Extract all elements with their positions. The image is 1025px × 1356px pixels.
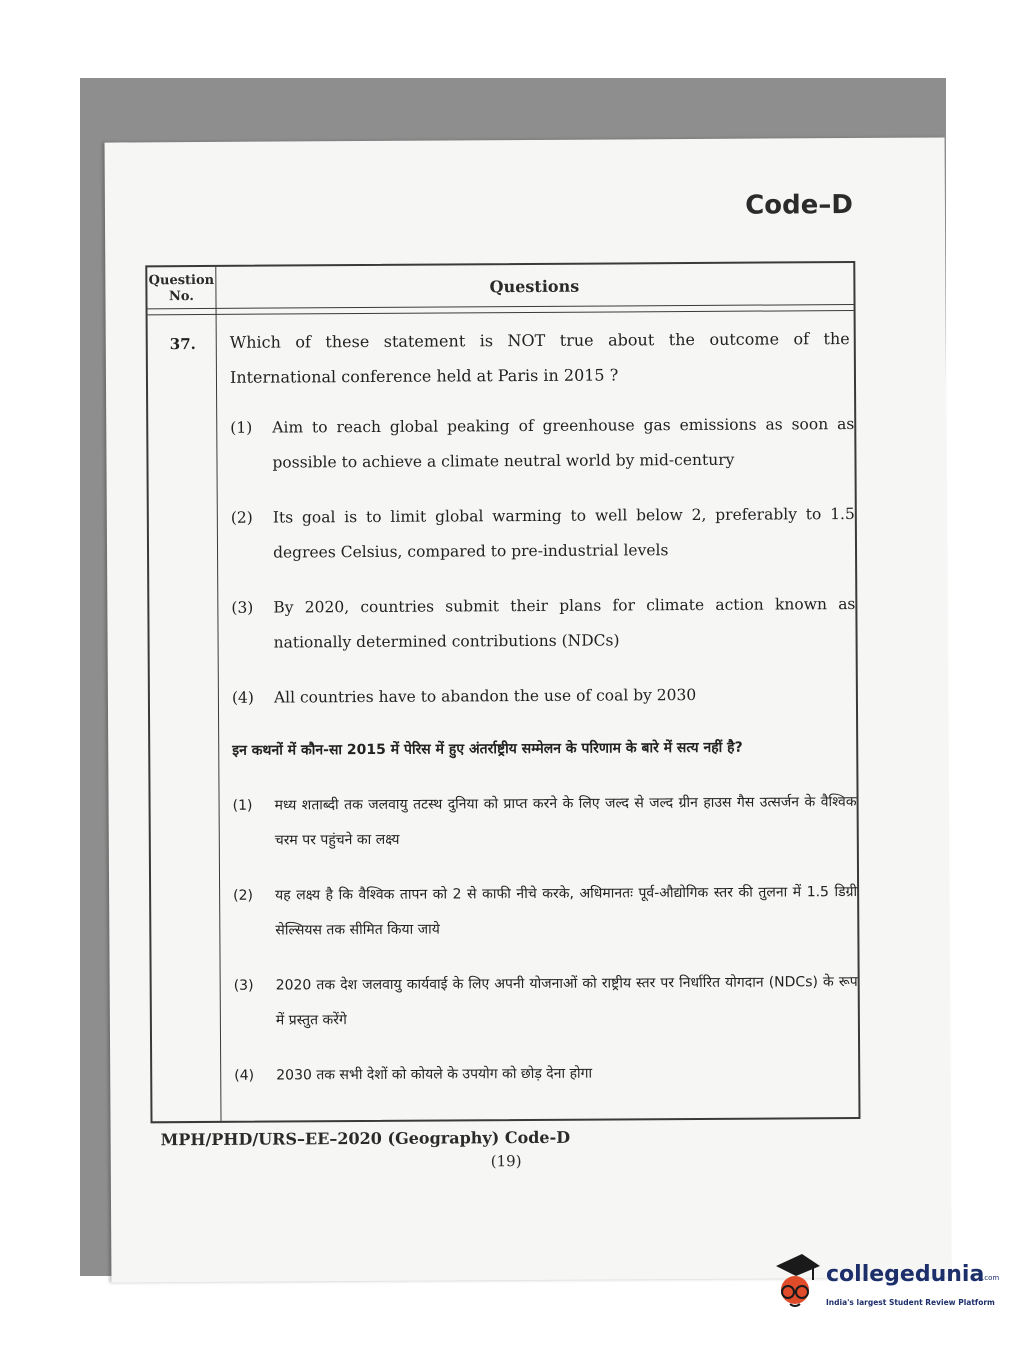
option-en-2-text: Its goal is to limit global warming to well below 2, preferably to 1.5 degrees Celsius, compared to pre-industrial levels (272, 505, 855, 562)
option-hi-2-text: यह लक्ष्य है कि वैश्विक तापन को 2 से काफी नीचे करके, अधिमानतः पूर्व-औद्योगिक स्तर की तुलना में 1.5 डिग्री सेल्सियस तक सीमित किया जाये (275, 883, 858, 939)
option-en-1-text: Aim to reach global peaking of greenhouse gas emissions as soon as possible to achieve a climate neutral world by mid-century (272, 415, 855, 472)
option-hi-3-number: (3) (233, 977, 254, 994)
header-divider-double (148, 310, 854, 315)
option-en-1 (230, 407, 854, 481)
question-stem-hindi: इन कथनों में कौन-सा 2015 में पेरिस में हुए अंतर्राष्ट्रीय सम्मेलन के परिणाम के बारे में सत्य नहीं है? (232, 739, 743, 759)
column-divider (215, 267, 221, 1121)
option-hi-4-text: 2030 तक सभी देशों को कोयले के उपयोग को छोड़ देना होगा (276, 1065, 593, 1084)
option-hi-1-number: (1) (232, 797, 253, 814)
option-hi-3-text: 2020 तक देश जलवायु कार्यवाई के लिए अपनी योजनाओं को राष्ट्रीय स्तर पर निर्धारित योगदान (NDCs) के रूप में प्रस्तुत करेंगे (275, 973, 858, 1029)
code-title: Code–D (745, 190, 854, 221)
option-hi-1-text: मध्य शताब्दी तक जलवायु तटस्थ दुनिया को प्राप्त करने के लिए जल्द से जल्द ग्रीन हाउस गैस उत्सर्जन के वैश्विक चरम पर पहुंचने का लक्ष्य (274, 793, 857, 849)
exam-footer: MPH/PHD/URS–EE–2020 (Geography) Code-D (160, 1127, 571, 1150)
question-table (145, 261, 860, 1123)
option-en-4-text: All countries have to abandon the use of coal by 2030 (273, 685, 697, 707)
header-divider (148, 304, 854, 309)
option-hi-4-number: (4) (234, 1067, 255, 1084)
collegedunia-watermark (768, 1252, 1008, 1322)
question-number: 37. (169, 335, 196, 354)
watermark-tagline: India's largest Student Review Platform (826, 1298, 995, 1307)
header-questions: Questions (489, 276, 580, 297)
watermark-brand: collegedunia (826, 1262, 985, 1287)
option-en-3-number: (3) (231, 598, 254, 617)
option-en-2 (231, 497, 855, 571)
header-question-no (147, 273, 215, 305)
option-en-3-text: By 2020, countries submit their plans for climate action known as nationally determined contributions (NDCs) (273, 594, 856, 652)
option-hi-1 (232, 785, 856, 859)
option-en-1-number: (1) (230, 418, 253, 437)
option-en-4-number: (4) (231, 688, 254, 707)
header-question-no-line2: No. (168, 289, 194, 305)
option-hi-2-number: (2) (233, 887, 254, 904)
option-hi-3 (234, 965, 858, 1039)
exam-page (105, 137, 952, 1282)
option-en-3 (231, 587, 855, 661)
header-question-no-line1: Question (148, 272, 215, 289)
option-hi-4 (234, 1055, 858, 1094)
page-number: (19) (490, 1152, 522, 1171)
option-hi-2 (233, 875, 857, 949)
watermark-dotcom: .com (982, 1274, 1000, 1282)
option-en-2-number: (2) (230, 508, 253, 527)
option-en-4 (232, 677, 856, 716)
mascot-logo-icon (768, 1252, 826, 1318)
question-stem-english: Which of these statement is NOT true about the outcome of the International conference held at Paris in 2015 ? (229, 329, 850, 387)
